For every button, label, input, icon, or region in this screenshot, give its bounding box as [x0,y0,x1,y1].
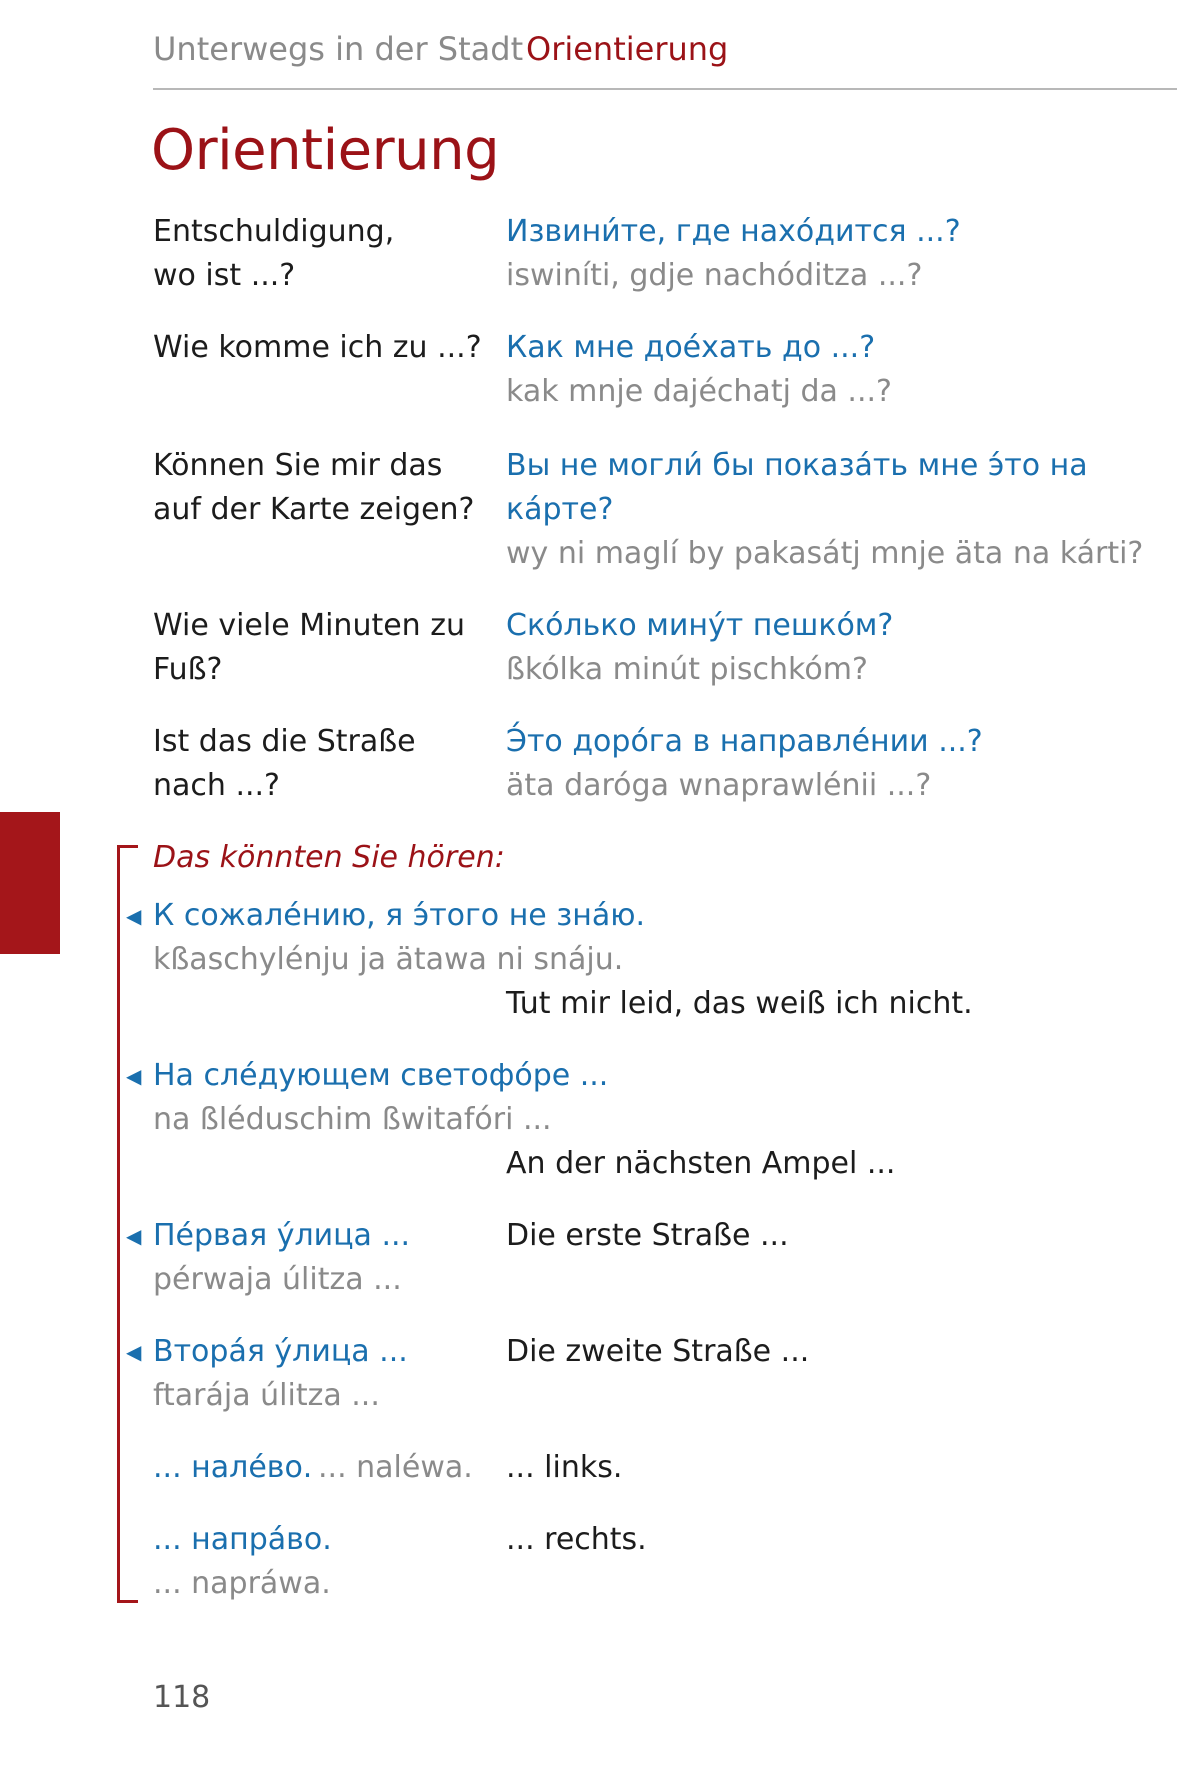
audio-arrow-icon: ◀ [126,1224,142,1248]
phrase-russian: Как мне дое́хать до ...? [506,330,876,365]
phrase-german: Fuß? [153,652,223,687]
phrase-transliteration: wy ni maglí by pakasátj mnje äta na kárti? [506,536,1144,571]
phrase-german: nach ...? [153,768,280,803]
phrase-transliteration: kak mnje dajéchatj da ...? [506,374,892,409]
hearing-russian: К сожале́нию, я э́того не зна́ю. [153,898,646,933]
audio-arrow-icon: ◀ [126,1064,142,1088]
hearing-german: ... links. [506,1450,623,1485]
hearing-russian: Втора́я у́лица ... [153,1334,408,1369]
phrase-german: Entschuldigung, [153,214,395,249]
phrase-transliteration: iswiníti, gdje nachóditza ...? [506,258,923,293]
hearing-transliteration: kßaschylénju ja ätawa ni snáju. [153,942,624,977]
hearing-german: ... rechts. [506,1522,647,1557]
header-current-topic: Orientierung [526,30,729,68]
chapter-side-tab [0,812,60,954]
phrase-german: Wie viele Minuten zu [153,608,465,643]
hearing-russian: ... нале́во. [153,1450,313,1485]
phrase-german: Wie komme ich zu ...? [153,330,482,365]
hearing-russian: На сле́дующем светофо́ре ... [153,1058,609,1093]
phrase-russian: Э́то доро́га в направле́нии ...? [506,724,983,759]
hearing-russian: ... напра́во. [153,1522,332,1557]
hearing-transliteration: ftarája úlitza ... [153,1378,380,1413]
phrase-german: auf der Karte zeigen? [153,492,475,527]
hearing-transliteration: pérwaja úlitza ... [153,1262,402,1297]
phrase-russian: Ско́лько мину́т пешко́м? [506,608,894,643]
phrase-german: Können Sie mir das [153,448,443,483]
phrase-german: wo ist ...? [153,258,296,293]
hearing-transliteration: ... napráwa. [153,1566,331,1601]
audio-arrow-icon: ◀ [126,1340,142,1364]
audio-arrow-icon: ◀ [126,904,142,928]
hearing-german: Tut mir leid, das weiß ich nicht. [506,986,973,1021]
running-header [153,28,1177,90]
hearing-german: An der nächsten Ampel ... [506,1146,896,1181]
phrase-russian: Вы не могли́ бы показа́ть мне э́то на [506,448,1088,483]
hearing-heading: Das könnten Sie hören: [153,840,505,875]
page-number: 118 [153,1680,211,1715]
page-title: Orientierung [151,118,500,183]
hearing-german: Die zweite Straße ... [506,1334,810,1369]
hearing-russian: Пе́рвая у́лица ... [153,1218,411,1253]
phrase-russian: ка́рте? [506,492,614,527]
hearing-transliteration: na ßléduschim ßwitafóri ... [153,1102,552,1137]
hearing-transliteration: ... naléwa. [318,1450,473,1485]
phrase-transliteration: äta daróga wnaprawlénii ...? [506,768,932,803]
phrase-german: Ist das die Straße [153,724,416,759]
phrase-russian: Извини́те, где нахо́дится ...? [506,214,961,249]
header-section: Unterwegs in der Stadt [153,30,524,68]
phrase-transliteration: ßkólka minút pischkóm? [506,652,868,687]
hearing-german: Die erste Straße ... [506,1218,789,1253]
